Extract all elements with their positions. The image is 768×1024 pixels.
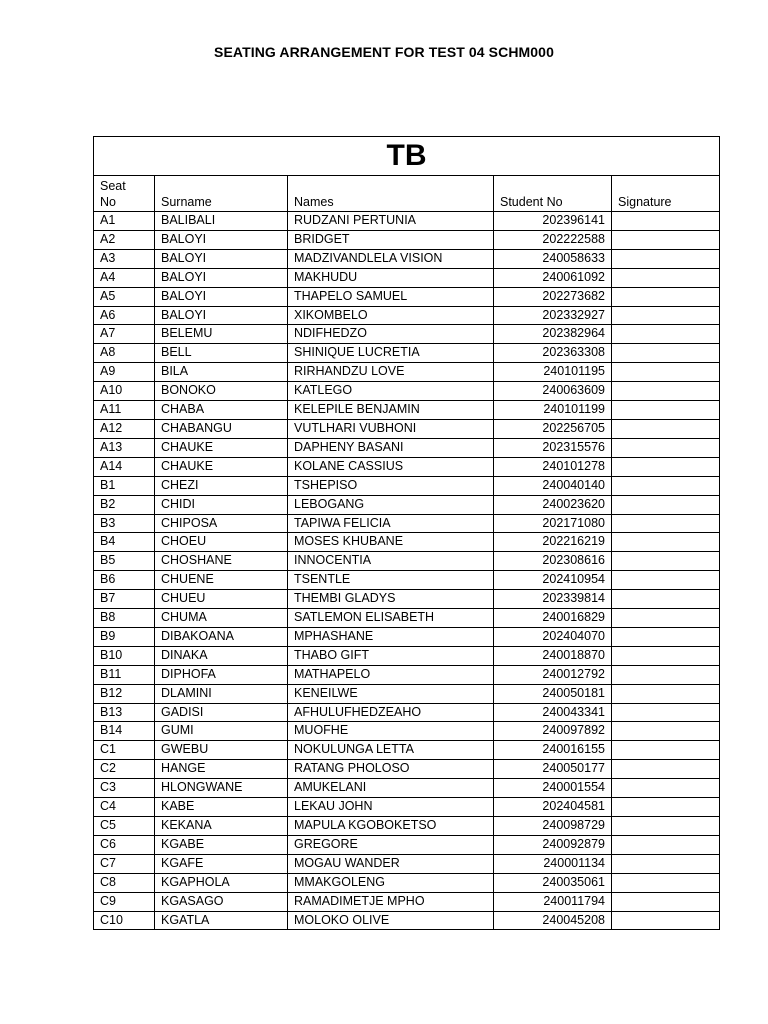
surname-cell: CHAUKE [155,457,288,476]
names-cell: RIRHANDZU LOVE [288,363,494,382]
seat-no-cell: B4 [94,533,155,552]
signature-cell [612,835,720,854]
seat-no-cell: B6 [94,571,155,590]
seat-no-cell: C2 [94,760,155,779]
surname-cell: CHUENE [155,571,288,590]
names-cell: VUTLHARI VUBHONI [288,419,494,438]
seat-no-cell: A13 [94,438,155,457]
table-row [94,722,720,741]
surname-cell: KGABE [155,835,288,854]
seat-no-cell: A8 [94,344,155,363]
surname-cell: KGAPHOLA [155,873,288,892]
names-cell: BRIDGET [288,230,494,249]
names-cell: LEBOGANG [288,495,494,514]
surname-cell: KEKANA [155,817,288,836]
seat-no-cell: A6 [94,306,155,325]
student-no-cell: 240058633 [494,249,612,268]
surname-cell: BELL [155,344,288,363]
signature-cell [612,401,720,420]
names-cell: NDIFHEDZO [288,325,494,344]
student-no-cell: 240063609 [494,382,612,401]
student-no-cell: 240001134 [494,854,612,873]
table-row [94,325,720,344]
seat-no-cell: C6 [94,835,155,854]
header-seat-no [94,176,155,212]
names-cell: TSHEPISO [288,476,494,495]
names-cell: RATANG PHOLOSO [288,760,494,779]
surname-cell: KABE [155,798,288,817]
student-no-cell: 240016829 [494,609,612,628]
names-cell: RAMADIMETJE MPHO [288,892,494,911]
student-no-cell: 240012792 [494,665,612,684]
surname-cell: BALOYI [155,249,288,268]
surname-cell: BALOYI [155,230,288,249]
signature-cell [612,514,720,533]
signature-cell [612,344,720,363]
table-row [94,419,720,438]
table-row [94,590,720,609]
table-row [94,571,720,590]
signature-cell [612,590,720,609]
table-row [94,779,720,798]
table-row [94,835,720,854]
signature-cell [612,741,720,760]
seat-no-cell: A7 [94,325,155,344]
student-no-cell: 202171080 [494,514,612,533]
student-no-cell: 240016155 [494,741,612,760]
student-no-cell: 240101195 [494,363,612,382]
table-row [94,911,720,930]
signature-cell [612,665,720,684]
student-no-cell: 240018870 [494,646,612,665]
seat-no-cell: B1 [94,476,155,495]
surname-cell: DINAKA [155,646,288,665]
seat-no-cell: B8 [94,609,155,628]
table-row [94,533,720,552]
seat-no-cell: B12 [94,684,155,703]
table-row [94,684,720,703]
surname-cell: CHOEU [155,533,288,552]
student-no-cell: 240050177 [494,760,612,779]
names-cell: MPHASHANE [288,627,494,646]
signature-cell [612,249,720,268]
signature-cell [612,382,720,401]
surname-cell: DIBAKOANA [155,627,288,646]
surname-cell: BALOYI [155,306,288,325]
surname-cell: DLAMINI [155,684,288,703]
table-row [94,401,720,420]
student-no-cell: 202339814 [494,590,612,609]
student-no-cell: 240011794 [494,892,612,911]
signature-cell [612,684,720,703]
names-cell: KATLEGO [288,382,494,401]
signature-cell [612,287,720,306]
names-cell: LEKAU JOHN [288,798,494,817]
student-no-cell: 240043341 [494,703,612,722]
table-row [94,646,720,665]
header-surname: Surname [155,176,288,212]
signature-cell [612,646,720,665]
names-cell: KOLANE CASSIUS [288,457,494,476]
student-no-cell: 240101278 [494,457,612,476]
student-no-cell: 202382964 [494,325,612,344]
names-cell: SATLEMON ELISABETH [288,609,494,628]
student-no-cell: 240061092 [494,268,612,287]
seat-no-cell: B3 [94,514,155,533]
seat-no-cell: C4 [94,798,155,817]
student-no-cell: 202410954 [494,571,612,590]
table-row [94,438,720,457]
seat-no-cell: A12 [94,419,155,438]
names-cell: MADZIVANDLELA VISION [288,249,494,268]
surname-cell: CHIPOSA [155,514,288,533]
student-no-cell: 240023620 [494,495,612,514]
signature-cell [612,552,720,571]
names-cell: MUOFHE [288,722,494,741]
student-no-cell: 240035061 [494,873,612,892]
names-cell: THAPELO SAMUEL [288,287,494,306]
table-row [94,249,720,268]
table-row [94,609,720,628]
signature-cell [612,571,720,590]
surname-cell: HLONGWANE [155,779,288,798]
names-cell: DAPHENY BASANI [288,438,494,457]
seat-no-cell: A14 [94,457,155,476]
seat-no-cell: B13 [94,703,155,722]
seat-no-cell: C5 [94,817,155,836]
table-row [94,363,720,382]
seat-no-cell: A4 [94,268,155,287]
seat-no-cell: B10 [94,646,155,665]
table-row [94,287,720,306]
signature-cell [612,703,720,722]
surname-cell: GUMI [155,722,288,741]
names-cell: GREGORE [288,835,494,854]
student-no-cell: 202396141 [494,212,612,231]
signature-cell [612,438,720,457]
names-cell: SHINIQUE LUCRETIA [288,344,494,363]
student-no-cell: 202273682 [494,287,612,306]
seat-no-cell: A11 [94,401,155,420]
seat-no-cell: A10 [94,382,155,401]
header-seat-line2: No [100,195,116,209]
seat-no-cell: C9 [94,892,155,911]
signature-cell [612,609,720,628]
surname-cell: BILA [155,363,288,382]
signature-cell [612,817,720,836]
header-signature: Signature [612,176,720,212]
surname-cell: GADISI [155,703,288,722]
names-cell: AMUKELANI [288,779,494,798]
surname-cell: CHOSHANE [155,552,288,571]
surname-cell: KGAFE [155,854,288,873]
surname-cell: KGASAGO [155,892,288,911]
seat-no-cell: B11 [94,665,155,684]
table-row [94,382,720,401]
surname-cell: KGATLA [155,911,288,930]
table-row [94,495,720,514]
seat-no-cell: B9 [94,627,155,646]
signature-cell [612,892,720,911]
table-row [94,230,720,249]
names-cell: NOKULUNGA LETTA [288,741,494,760]
table-row [94,212,720,231]
signature-cell [612,533,720,552]
table-row [94,817,720,836]
surname-cell: DIPHOFA [155,665,288,684]
signature-cell [612,854,720,873]
names-cell: MAKHUDU [288,268,494,287]
student-no-cell: 240045208 [494,911,612,930]
student-no-cell: 202332927 [494,306,612,325]
seat-no-cell: A9 [94,363,155,382]
table-row [94,760,720,779]
venue-label: TB [94,137,720,176]
seat-no-cell: A1 [94,212,155,231]
surname-cell: BALOYI [155,268,288,287]
student-no-cell: 240040140 [494,476,612,495]
names-cell: MMAKGOLENG [288,873,494,892]
seat-no-cell: C10 [94,911,155,930]
names-cell: MAPULA KGOBOKETSO [288,817,494,836]
student-no-cell: 240092879 [494,835,612,854]
signature-cell [612,476,720,495]
surname-cell: CHEZI [155,476,288,495]
signature-cell [612,495,720,514]
surname-cell: BELEMU [155,325,288,344]
signature-cell [612,627,720,646]
names-cell: AFHULUFHEDZEAHO [288,703,494,722]
surname-cell: BALOYI [155,287,288,306]
signature-cell [612,873,720,892]
header-names: Names [288,176,494,212]
surname-cell: CHUMA [155,609,288,628]
names-cell: THEMBI GLADYS [288,590,494,609]
surname-cell: HANGE [155,760,288,779]
student-no-cell: 240101199 [494,401,612,420]
seat-no-cell: B5 [94,552,155,571]
student-no-cell: 202216219 [494,533,612,552]
student-no-cell: 240050181 [494,684,612,703]
student-no-cell: 202256705 [494,419,612,438]
table-row [94,873,720,892]
surname-cell: CHUEU [155,590,288,609]
student-no-cell: 202404581 [494,798,612,817]
signature-cell [612,325,720,344]
names-cell: XIKOMBELO [288,306,494,325]
signature-cell [612,911,720,930]
surname-cell: CHABA [155,401,288,420]
seat-no-cell: C1 [94,741,155,760]
signature-cell [612,212,720,231]
student-no-cell: 202308616 [494,552,612,571]
surname-cell: GWEBU [155,741,288,760]
surname-cell: BALIBALI [155,212,288,231]
signature-cell [612,306,720,325]
names-cell: KENEILWE [288,684,494,703]
table-row [94,892,720,911]
table-row [94,627,720,646]
surname-cell: CHABANGU [155,419,288,438]
seat-no-cell: B2 [94,495,155,514]
table-row [94,306,720,325]
seat-no-cell: B14 [94,722,155,741]
names-cell: MOSES KHUBANE [288,533,494,552]
seat-no-cell: A2 [94,230,155,249]
names-cell: TAPIWA FELICIA [288,514,494,533]
names-cell: TSENTLE [288,571,494,590]
names-cell: MOLOKO OLIVE [288,911,494,930]
surname-cell: BONOKO [155,382,288,401]
table-row [94,741,720,760]
seat-no-cell: A5 [94,287,155,306]
table-row [94,798,720,817]
student-no-cell: 240097892 [494,722,612,741]
document-title: SEATING ARRANGEMENT FOR TEST 04 SCHM000 [214,44,554,60]
seat-no-cell: C3 [94,779,155,798]
table-row [94,344,720,363]
student-no-cell: 202222588 [494,230,612,249]
student-no-cell: 202315576 [494,438,612,457]
table-row [94,854,720,873]
table-row [94,514,720,533]
table-row [94,476,720,495]
seat-no-cell: B7 [94,590,155,609]
names-cell: RUDZANI PERTUNIA [288,212,494,231]
table-row [94,457,720,476]
student-no-cell: 240098729 [494,817,612,836]
names-cell: KELEPILE BENJAMIN [288,401,494,420]
venue-row [94,137,720,176]
student-no-cell: 240001554 [494,779,612,798]
header-student-no: Student No [494,176,612,212]
student-no-cell: 202363308 [494,344,612,363]
header-row [94,176,720,212]
signature-cell [612,457,720,476]
signature-cell [612,268,720,287]
names-cell: MATHAPELO [288,665,494,684]
signature-cell [612,230,720,249]
signature-cell [612,798,720,817]
names-cell: MOGAU WANDER [288,854,494,873]
table-row [94,703,720,722]
student-no-cell: 202404070 [494,627,612,646]
seat-no-cell: C8 [94,873,155,892]
surname-cell: CHIDI [155,495,288,514]
seat-no-cell: C7 [94,854,155,873]
table-row [94,552,720,571]
table-row [94,665,720,684]
signature-cell [612,760,720,779]
signature-cell [612,419,720,438]
names-cell: INNOCENTIA [288,552,494,571]
seating-table [93,136,720,930]
seat-no-cell: A3 [94,249,155,268]
names-cell: THABO GIFT [288,646,494,665]
signature-cell [612,779,720,798]
signature-cell [612,722,720,741]
surname-cell: CHAUKE [155,438,288,457]
table-row [94,268,720,287]
header-seat-line1: Seat [100,179,126,193]
signature-cell [612,363,720,382]
